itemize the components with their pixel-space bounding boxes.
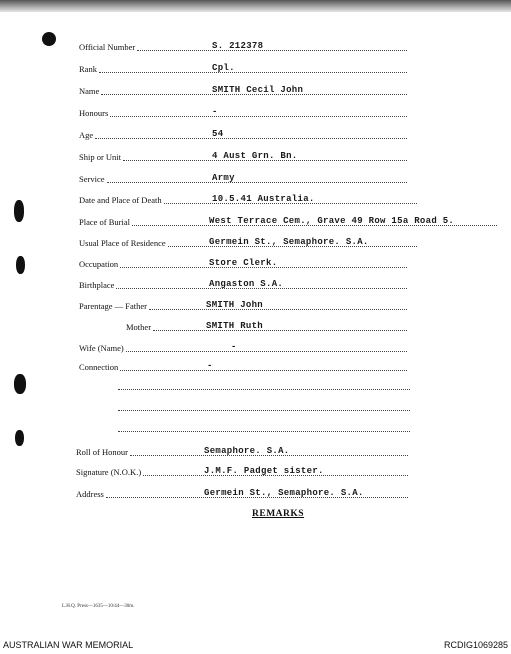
value-place-of-burial: West Terrace Cem., Grave 49 Row 15a Road 5. <box>209 216 455 226</box>
field-honours <box>79 104 409 120</box>
label-ship-or-unit: Ship or Unit <box>79 152 122 162</box>
field-date-place-of-death <box>79 191 419 207</box>
footer-archive-name: AUSTRALIAN WAR MEMORIAL <box>3 640 134 650</box>
label-name: Name <box>79 86 100 96</box>
label-wife-name: Wife (Name) <box>79 343 124 353</box>
label-service: Service <box>79 174 105 184</box>
value-signature-nok: J.M.F. Padget sister. <box>204 466 324 476</box>
connection-blank-line-1 <box>118 388 410 390</box>
value-wife-name: - <box>231 342 237 352</box>
field-roll-of-honour <box>76 443 410 459</box>
field-occupation <box>79 255 409 271</box>
value-date-place-of-death: 10.5.41 Australia. <box>212 194 315 204</box>
label-signature-nok: Signature (N.O.K.) <box>76 467 142 477</box>
field-age <box>79 126 409 142</box>
value-name: SMITH Cecil John <box>212 85 304 95</box>
field-parentage-mother <box>126 318 409 334</box>
label-date-place-of-death: Date and Place of Death <box>79 195 162 205</box>
field-usual-place-of-residence <box>79 234 419 250</box>
value-connection: - <box>207 361 213 371</box>
label-rank: Rank <box>79 64 97 74</box>
field-birthplace <box>79 276 409 292</box>
label-official-number: Official Number <box>79 42 136 52</box>
value-usual-place-of-residence: Germein St., Semaphore. S.A. <box>209 237 369 247</box>
connection-blank-line-2 <box>118 409 410 411</box>
field-ship-or-unit <box>79 148 409 164</box>
footer-record-id: RCDIG1069285 <box>443 640 508 650</box>
label-address: Address <box>76 489 104 499</box>
field-wife-name <box>79 339 409 355</box>
value-parentage-father: SMITH John <box>206 300 264 310</box>
field-name <box>79 82 409 98</box>
value-age: 54 <box>212 129 224 139</box>
label-place-of-burial: Place of Burial <box>79 217 130 227</box>
field-address <box>76 485 410 501</box>
field-rank <box>79 60 409 76</box>
label-age: Age <box>79 130 94 140</box>
value-address: Germein St., Semaphore. S.A. <box>204 488 364 498</box>
label-occupation: Occupation <box>79 259 119 269</box>
label-connection: Connection <box>79 362 119 372</box>
field-official-number <box>79 38 409 54</box>
value-roll-of-honour: Semaphore. S.A. <box>204 446 290 456</box>
label-birthplace: Birthplace <box>79 280 115 290</box>
remarks-heading: REMARKS <box>252 509 305 519</box>
value-occupation: Store Clerk. <box>209 258 278 268</box>
label-roll-of-honour: Roll of Honour <box>76 447 128 457</box>
field-place-of-burial <box>79 213 499 229</box>
value-honours: - <box>212 107 218 117</box>
printer-note: L.H.Q. Press—1635—10/44—30m. <box>62 604 135 609</box>
value-parentage-mother: SMITH Ruth <box>206 321 264 331</box>
connection-blank-line-3 <box>118 430 410 432</box>
label-honours: Honours <box>79 108 109 118</box>
field-parentage-father <box>79 297 409 313</box>
field-service <box>79 170 409 186</box>
label-parentage-father: Parentage — Father <box>79 301 147 311</box>
field-connection <box>79 358 409 374</box>
value-service: Army <box>212 173 235 183</box>
value-rank: Cpl. <box>212 63 235 73</box>
value-birthplace: Angaston S.A. <box>209 279 284 289</box>
label-usual-place-of-residence: Usual Place of Residence <box>79 238 166 248</box>
value-official-number: S. 212378 <box>212 41 264 51</box>
value-ship-or-unit: 4 Aust Grn. Bn. <box>212 151 298 161</box>
field-signature-nok <box>76 463 410 479</box>
label-parentage-mother: Mother <box>126 322 152 332</box>
